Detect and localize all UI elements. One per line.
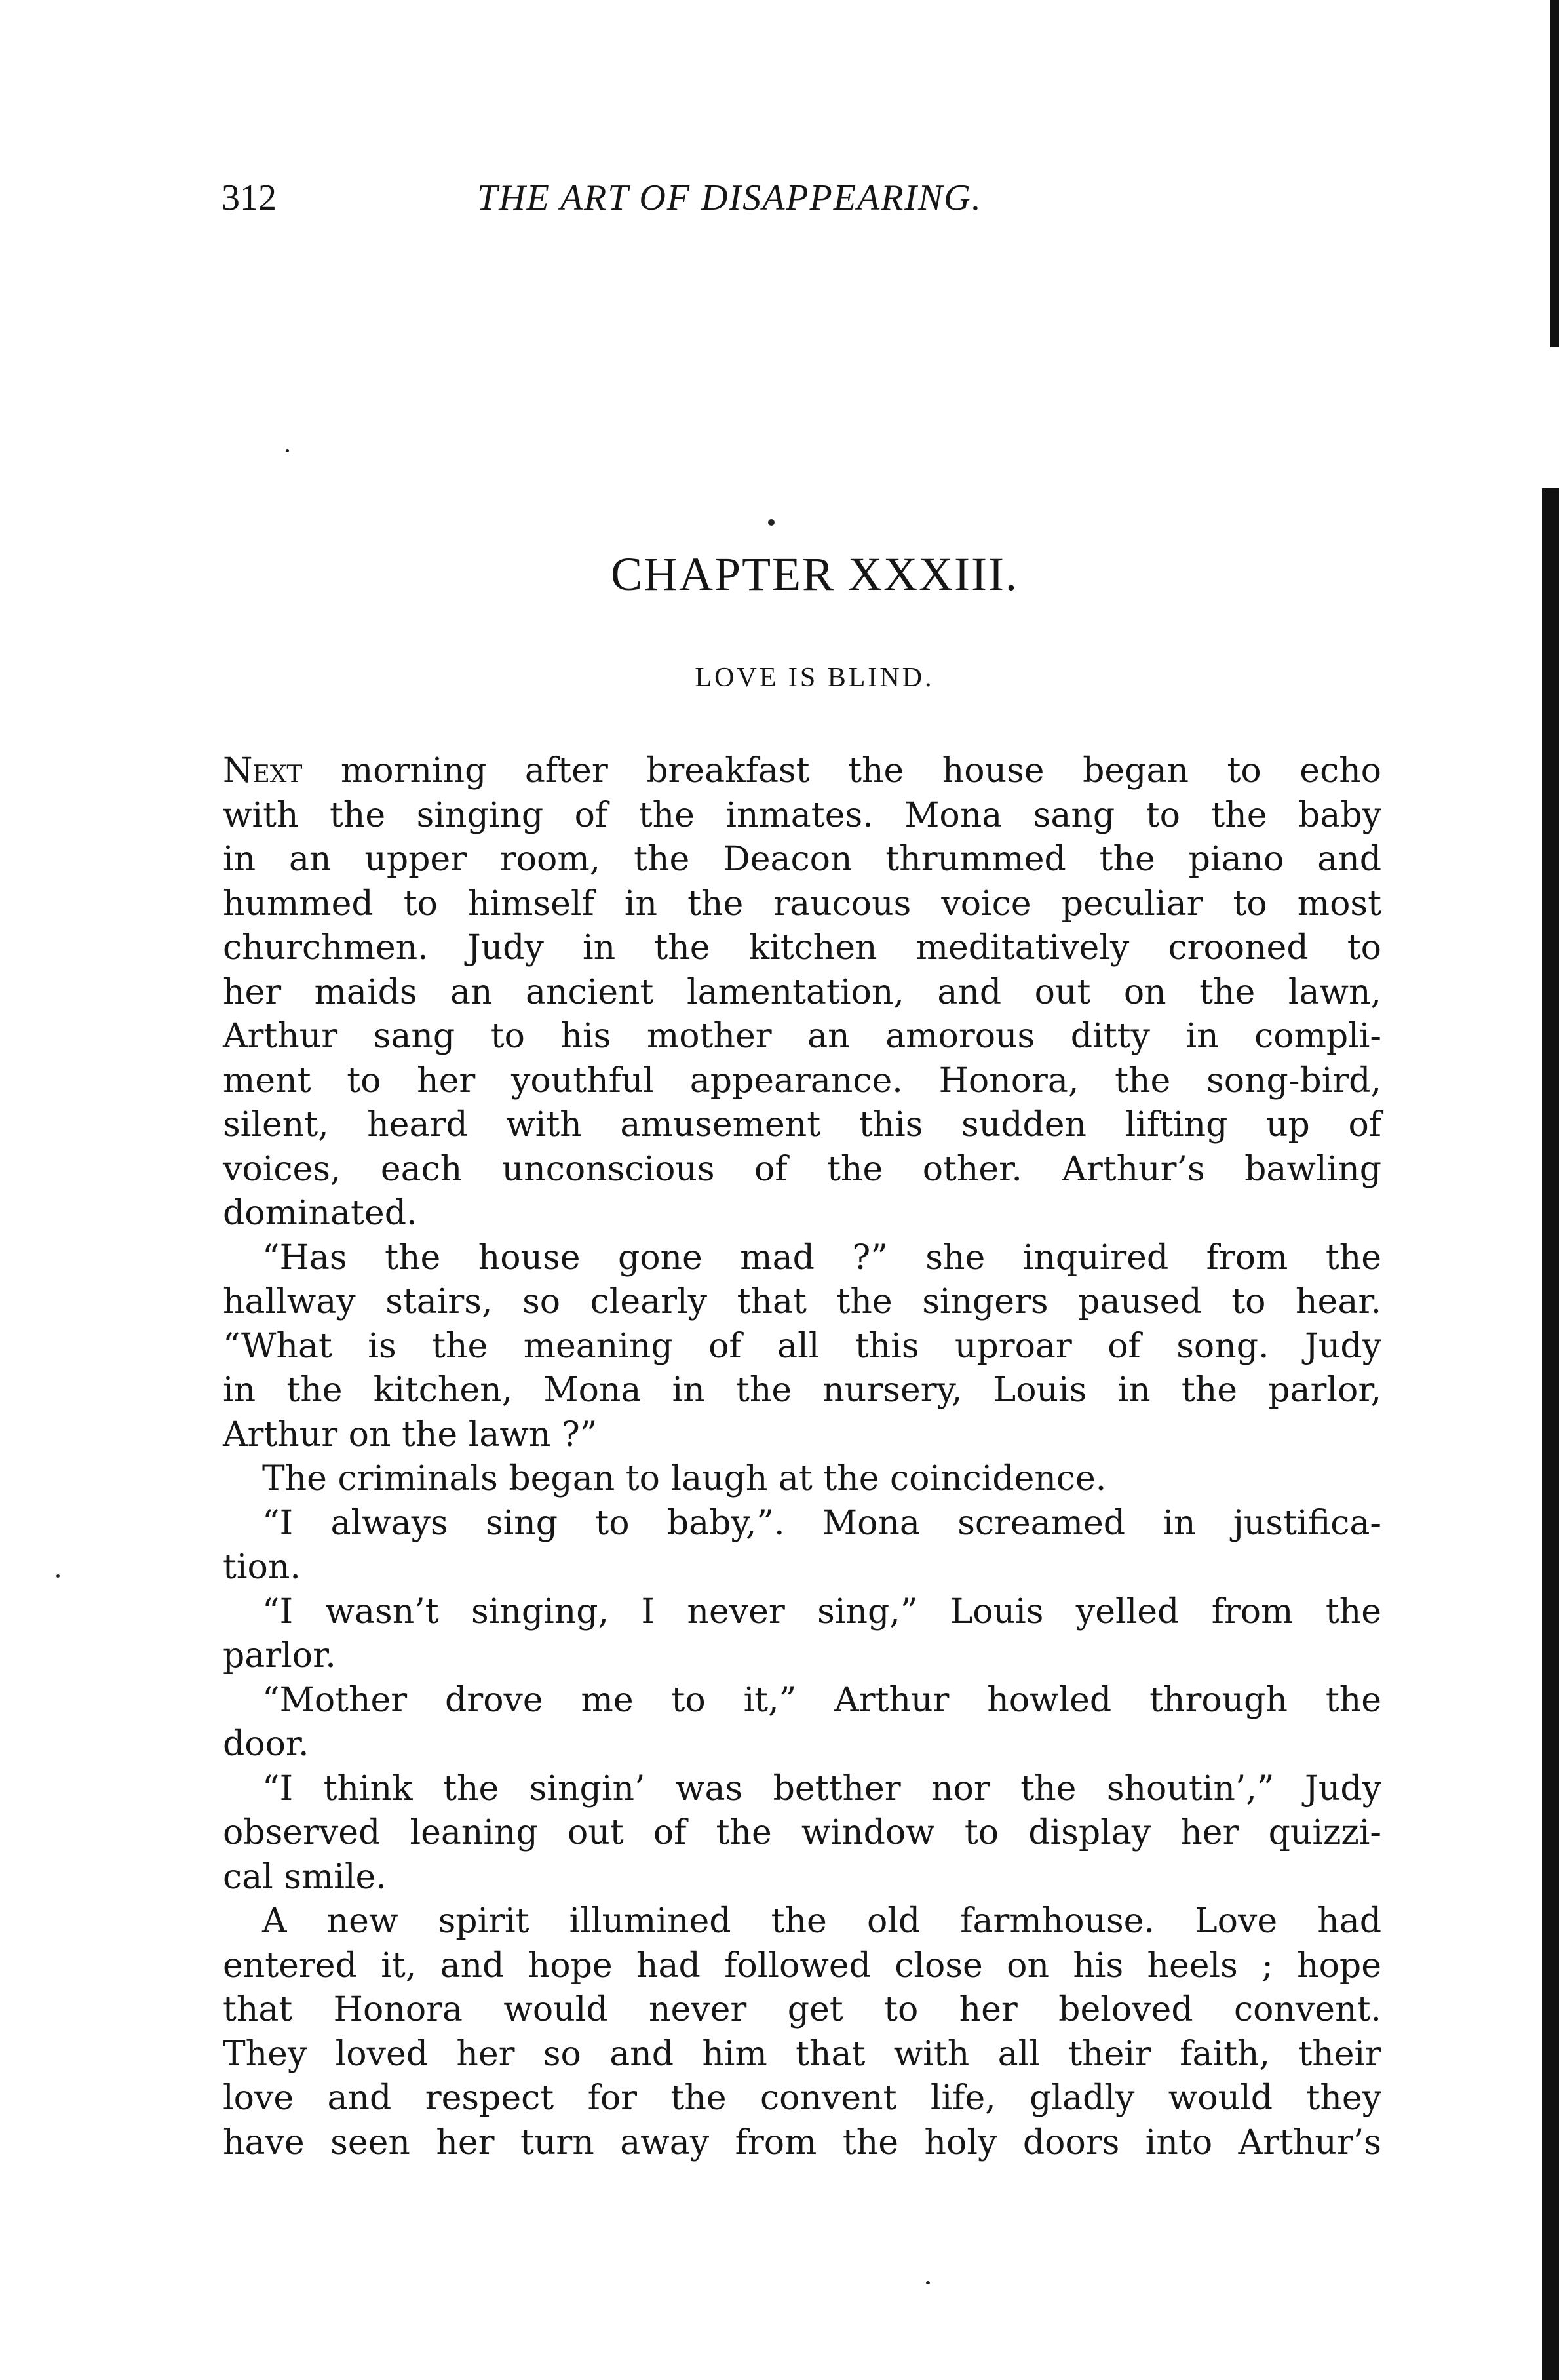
text-line: entered it, and hope had followed close on his heels ; hope [223,1945,1381,1985]
page-edge-shadow-bottom [1542,488,1559,2380]
text-line [223,749,1381,794]
text-line: tion. [223,1548,301,1587]
speck-1 [768,519,775,526]
text-line: “I think the singin’ was betther nor the shoutin’,” Judy [262,1768,1381,1808]
text-line: voices, each unconscious of the other. Arthur’s bawling [223,1149,1381,1189]
text-line: churchmen. Judy in the kitchen meditatively crooned to [223,928,1381,967]
text-line: “Has the house gone mad ?” she inquired from the [262,1238,1381,1278]
text-line: silent, heard with amusement this sudden lifting up of [223,1105,1381,1144]
page-number: 312 [221,178,277,218]
text-line: ment to her youthful appearance. Honora, the song-bird, [223,1061,1381,1101]
text-line: dominated. [223,1194,417,1233]
text-line: door. [223,1725,309,1764]
text-line: with the singing of the inmates. Mona sang to the baby [223,795,1381,835]
text-line: “I wasn’t singing, I never sing,” Louis yelled from the [262,1591,1381,1631]
text-line: love and respect for the convent life, gladly would they [223,2078,1381,2118]
speck-4 [926,2281,930,2284]
text-line: in an upper room, the Deacon thrummed the piano and [223,840,1381,879]
text-line: They loved her so and him that with all their faith, their [223,2034,1381,2074]
text-line: cal smile. [223,1857,387,1897]
text-line: hallway stairs, so clearly that the singers paused to hear. [223,1282,1381,1321]
speck-2 [286,449,289,452]
speck-3 [56,1574,60,1578]
text-line: A new spirit illumined the old farmhouse. Love had [262,1902,1381,1941]
text-line-rest: morning after breakfast the house began to echo [302,751,1381,790]
running-header [221,177,1381,236]
page-edge-shadow-top [1550,0,1559,347]
text-line: “I always sing to baby,”. Mona screamed in justifica- [262,1503,1381,1543]
text-line: “Mother drove me to it,” Arthur howled through the [262,1680,1381,1720]
text-line: Arthur sang to his mother an amorous ditty in compli- [223,1017,1381,1056]
text-line: hummed to himself in the raucous voice peculiar to most [223,884,1381,924]
running-title: THE ART OF DISAPPEARING. [477,178,982,218]
body-text [223,749,1381,2165]
text-line: in the kitchen, Mona in the nursery, Louis in the parlor, [223,1371,1381,1410]
lead-word: Next [223,751,303,790]
chapter-heading: CHAPTER XXXIII. [611,548,1018,600]
text-line: Arthur on the lawn ?” [223,1414,598,1454]
text-line: that Honora would never get to her beloved convent. [223,1990,1381,2029]
text-line: have seen her turn away from the holy doors into Arthur’s [223,2122,1381,2162]
text-line: observed leaning out of the window to display her quizzi- [223,1813,1381,1852]
text-line: “What is the meaning of all this uproar of song. Judy [223,1326,1381,1366]
chapter-subtitle: LOVE IS BLIND. [695,663,934,693]
text-line: her maids an ancient lamentation, and out on the lawn, [223,972,1381,1012]
text-line: parlor. [223,1636,336,1675]
text-line: The criminals began to laugh at the coincidence. [262,1459,1107,1498]
